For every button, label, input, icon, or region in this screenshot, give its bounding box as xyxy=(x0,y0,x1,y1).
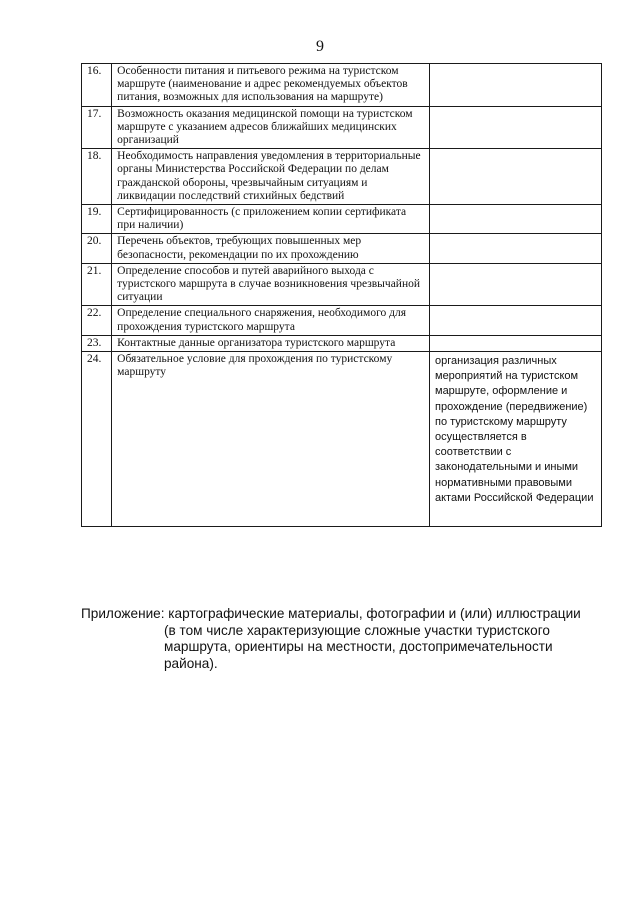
table-row xyxy=(82,149,602,205)
row-value xyxy=(430,335,602,351)
table-row xyxy=(82,64,602,107)
row-value xyxy=(430,106,602,149)
row-description: Возможность оказания медицинской помощи на туристском маршруте с указанием адресов ближайших медицинских организаций xyxy=(112,106,430,149)
row-value xyxy=(430,263,602,306)
row-value xyxy=(430,149,602,205)
row-value xyxy=(430,205,602,234)
appendix-label: Приложение: xyxy=(81,606,165,621)
table-row xyxy=(82,205,602,234)
table-row xyxy=(82,306,602,335)
row-number: 20. xyxy=(82,234,112,263)
table-row xyxy=(82,106,602,149)
row-value xyxy=(430,64,602,107)
row-number: 17. xyxy=(82,106,112,149)
row-description: Определение способов и путей аварийного выхода с туристского маршрута в случае возникновения чрезвычайной ситуации xyxy=(112,263,430,306)
table-row xyxy=(82,352,602,527)
table-row xyxy=(82,335,602,351)
table-row xyxy=(82,234,602,263)
appendix-note xyxy=(81,606,601,672)
row-description: Обязательное условие для прохождения по туристскому маршруту xyxy=(112,352,430,527)
row-description: Необходимость направления уведомления в территориальные органы Министерства Российской Федерации по делам гражданской обороны, чрезвычайным ситуациям и ликвидации последствий стихийных бедствий xyxy=(112,149,430,205)
row-description: Особенности питания и питьевого режима на туристском маршруте (наименование и адрес рекомендуемых объектов питания, возможных для использования на маршруте) xyxy=(112,64,430,107)
row-number: 23. xyxy=(82,335,112,351)
row-number: 24. xyxy=(82,352,112,527)
page-number: 9 xyxy=(316,38,324,55)
appendix-continuation: (в том числе характеризующие сложные участки туристского маршрута, ориентиры на местности, достопримечательности района). xyxy=(164,622,553,671)
row-number: 16. xyxy=(82,64,112,107)
row-description: Перечень объектов, требующих повышенных мер безопасности, рекомендации по их прохождению xyxy=(112,234,430,263)
row-value xyxy=(430,234,602,263)
appendix-first-line: картографические материалы, фотографии и (или) иллюстрации xyxy=(168,606,581,621)
row-number: 21. xyxy=(82,263,112,306)
row-description: Определение специального снаряжения, необходимого для прохождения туристского маршрута xyxy=(112,306,430,335)
row-number: 18. xyxy=(82,149,112,205)
row-value xyxy=(430,306,602,335)
row-description: Сертифицированность (с приложением копии сертификата при наличии) xyxy=(112,205,430,234)
table-row xyxy=(82,263,602,306)
row-number: 22. xyxy=(82,306,112,335)
row-value: организация различных мероприятий на туристском маршруте, оформление и прохождение (передвижение) по туристскому маршруту осуществляется в соответствии с законодательными и иными нормативными правовыми актами Российской Федерации xyxy=(430,352,602,527)
route-passport-table xyxy=(81,63,602,527)
row-number: 19. xyxy=(82,205,112,234)
row-description: Контактные данные организатора туристского маршрута xyxy=(112,335,430,351)
